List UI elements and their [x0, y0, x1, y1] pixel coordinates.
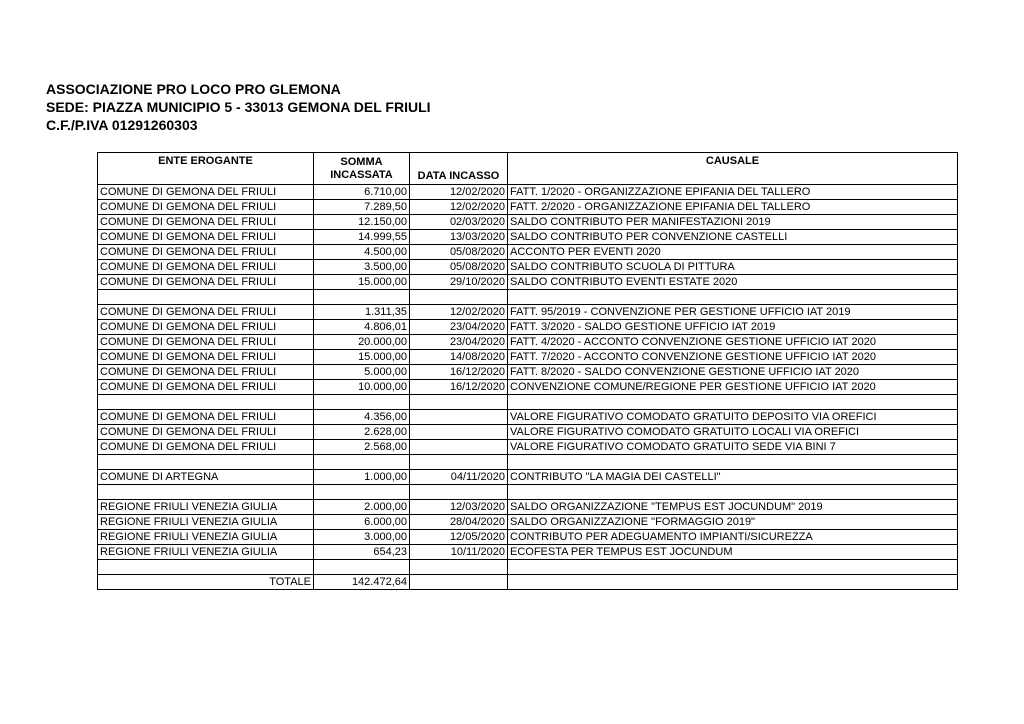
- cell-data: 16/12/2020: [410, 365, 508, 380]
- cell-ente: COMUNE DI GEMONA DEL FRIULI: [98, 275, 314, 290]
- cell-ente: COMUNE DI GEMONA DEL FRIULI: [98, 320, 314, 335]
- cell-somma: 15.000,00: [314, 275, 410, 290]
- table-row: [98, 380, 958, 395]
- cell-somma: [314, 560, 410, 575]
- cell-causale: SALDO ORGANIZZAZIONE "TEMPUS EST JOCUNDUM" 2019: [508, 500, 958, 515]
- cell-somma: 12.150,00: [314, 215, 410, 230]
- table-row: [98, 320, 958, 335]
- cell-causale: FATT. 4/2020 - ACCONTO CONVENZIONE GESTIONE UFFICIO IAT 2020: [508, 335, 958, 350]
- cell-ente: [98, 395, 314, 410]
- cell-causale: FATT. 95/2019 - CONVENZIONE PER GESTIONE UFFICIO IAT 2019: [508, 305, 958, 320]
- cell-data: 23/04/2020: [410, 320, 508, 335]
- cell-ente: REGIONE FRIULI VENEZIA GIULIA: [98, 515, 314, 530]
- cell-somma: 6.710,00: [314, 185, 410, 200]
- table-row: [98, 185, 958, 200]
- cell-ente: COMUNE DI GEMONA DEL FRIULI: [98, 305, 314, 320]
- cell-ente: COMUNE DI ARTEGNA: [98, 470, 314, 485]
- table-row: [98, 515, 958, 530]
- cell-ente: REGIONE FRIULI VENEZIA GIULIA: [98, 500, 314, 515]
- table-row: [98, 560, 958, 575]
- cell-data: 05/08/2020: [410, 245, 508, 260]
- total-row: [98, 575, 958, 590]
- cell-causale: VALORE FIGURATIVO COMODATO GRATUITO LOCALI VIA OREFICI: [508, 425, 958, 440]
- table-header-row: [98, 153, 958, 185]
- cell-ente: [98, 455, 314, 470]
- cell-somma: 7.289,50: [314, 200, 410, 215]
- cell-ente: COMUNE DI GEMONA DEL FRIULI: [98, 380, 314, 395]
- cell-causale: SALDO CONTRIBUTO PER MANIFESTAZIONI 2019: [508, 215, 958, 230]
- association-tax-id: C.F./P.IVA 01291260303: [46, 117, 198, 133]
- document-header: [46, 80, 431, 134]
- cell-ente: COMUNE DI GEMONA DEL FRIULI: [98, 260, 314, 275]
- table-row: [98, 545, 958, 560]
- table-row: [98, 500, 958, 515]
- column-header-ente: ENTE EROGANTE: [98, 153, 314, 185]
- cell-data: [410, 395, 508, 410]
- cell-ente: COMUNE DI GEMONA DEL FRIULI: [98, 440, 314, 455]
- table-row: [98, 365, 958, 380]
- table-row: [98, 470, 958, 485]
- cell-data: 29/10/2020: [410, 275, 508, 290]
- cell-somma: 10.000,00: [314, 380, 410, 395]
- total-empty-date: [410, 575, 508, 590]
- cell-somma: 1.311,35: [314, 305, 410, 320]
- cell-data: 12/02/2020: [410, 185, 508, 200]
- cell-ente: COMUNE DI GEMONA DEL FRIULI: [98, 425, 314, 440]
- cell-somma: [314, 485, 410, 500]
- cell-causale: [508, 455, 958, 470]
- cell-data: 12/02/2020: [410, 200, 508, 215]
- cell-causale: [508, 290, 958, 305]
- cell-causale: SALDO CONTRIBUTO SCUOLA DI PITTURA: [508, 260, 958, 275]
- table-row: [98, 350, 958, 365]
- cell-somma: 3.000,00: [314, 530, 410, 545]
- cell-somma: 2.568,00: [314, 440, 410, 455]
- table-row: [98, 440, 958, 455]
- cell-causale: [508, 395, 958, 410]
- cell-causale: CONVENZIONE COMUNE/REGIONE PER GESTIONE UFFICIO IAT 2020: [508, 380, 958, 395]
- cell-ente: [98, 485, 314, 500]
- table-row: [98, 395, 958, 410]
- cell-ente: COMUNE DI GEMONA DEL FRIULI: [98, 215, 314, 230]
- income-table: [97, 152, 958, 590]
- cell-causale: VALORE FIGURATIVO COMODATO GRATUITO SEDE VIA BINI 7: [508, 440, 958, 455]
- table-row: [98, 305, 958, 320]
- cell-causale: SALDO CONTRIBUTO PER CONVENZIONE CASTELLI: [508, 230, 958, 245]
- cell-data: 12/03/2020: [410, 500, 508, 515]
- table-row: [98, 530, 958, 545]
- cell-causale: ACCONTO PER EVENTI 2020: [508, 245, 958, 260]
- cell-causale: VALORE FIGURATIVO COMODATO GRATUITO DEPOSITO VIA OREFICI: [508, 410, 958, 425]
- cell-data: [410, 455, 508, 470]
- cell-data: [410, 485, 508, 500]
- cell-ente: COMUNE DI GEMONA DEL FRIULI: [98, 350, 314, 365]
- table-body: [98, 185, 958, 575]
- cell-causale: FATT. 7/2020 - ACCONTO CONVENZIONE GESTIONE UFFICIO IAT 2020: [508, 350, 958, 365]
- cell-data: 13/03/2020: [410, 230, 508, 245]
- cell-ente: COMUNE DI GEMONA DEL FRIULI: [98, 200, 314, 215]
- cell-data: [410, 290, 508, 305]
- cell-ente: [98, 290, 314, 305]
- cell-causale: SALDO ORGANIZZAZIONE "FORMAGGIO 2019": [508, 515, 958, 530]
- cell-somma: [314, 395, 410, 410]
- cell-ente: COMUNE DI GEMONA DEL FRIULI: [98, 365, 314, 380]
- table-row: [98, 290, 958, 305]
- cell-somma: 4.806,01: [314, 320, 410, 335]
- cell-somma: 15.000,00: [314, 350, 410, 365]
- total-value: 142.472,64: [314, 575, 410, 590]
- table-row: [98, 200, 958, 215]
- cell-somma: 4.356,00: [314, 410, 410, 425]
- cell-ente: COMUNE DI GEMONA DEL FRIULI: [98, 245, 314, 260]
- cell-somma: 2.000,00: [314, 500, 410, 515]
- cell-somma: 2.628,00: [314, 425, 410, 440]
- cell-somma: 20.000,00: [314, 335, 410, 350]
- cell-data: [410, 410, 508, 425]
- cell-data: 10/11/2020: [410, 545, 508, 560]
- table-row: [98, 230, 958, 245]
- cell-causale: FATT. 3/2020 - SALDO GESTIONE UFFICIO IAT 2019: [508, 320, 958, 335]
- cell-causale: [508, 560, 958, 575]
- association-name: ASSOCIAZIONE PRO LOCO PRO GLEMONA: [46, 81, 341, 97]
- cell-somma: 3.500,00: [314, 260, 410, 275]
- column-header-data: DATA INCASSO: [410, 153, 508, 185]
- cell-data: 04/11/2020: [410, 470, 508, 485]
- cell-data: 02/03/2020: [410, 215, 508, 230]
- cell-data: 23/04/2020: [410, 335, 508, 350]
- cell-somma: [314, 455, 410, 470]
- cell-ente: REGIONE FRIULI VENEZIA GIULIA: [98, 530, 314, 545]
- association-address: SEDE: PIAZZA MUNICIPIO 5 - 33013 GEMONA DEL FRIULI: [46, 99, 431, 115]
- cell-ente: COMUNE DI GEMONA DEL FRIULI: [98, 230, 314, 245]
- cell-causale: ECOFESTA PER TEMPUS EST JOCUNDUM: [508, 545, 958, 560]
- table-row: [98, 245, 958, 260]
- cell-somma: 5.000,00: [314, 365, 410, 380]
- cell-data: [410, 560, 508, 575]
- table-row: [98, 335, 958, 350]
- cell-ente: COMUNE DI GEMONA DEL FRIULI: [98, 335, 314, 350]
- table-row: [98, 410, 958, 425]
- column-header-causale: CAUSALE: [508, 153, 958, 185]
- total-empty-causale: [508, 575, 958, 590]
- cell-ente: REGIONE FRIULI VENEZIA GIULIA: [98, 545, 314, 560]
- cell-ente: COMUNE DI GEMONA DEL FRIULI: [98, 185, 314, 200]
- column-header-somma: SOMMA INCASSATA: [314, 153, 410, 185]
- cell-ente: [98, 560, 314, 575]
- cell-somma: 1.000,00: [314, 470, 410, 485]
- cell-causale: FATT. 2/2020 - ORGANIZZAZIONE EPIFANIA DEL TALLERO: [508, 200, 958, 215]
- table-row: [98, 455, 958, 470]
- cell-data: 16/12/2020: [410, 380, 508, 395]
- cell-somma: 654,23: [314, 545, 410, 560]
- table-row: [98, 215, 958, 230]
- cell-data: 28/04/2020: [410, 515, 508, 530]
- cell-somma: 6.000,00: [314, 515, 410, 530]
- total-label: TOTALE: [98, 575, 314, 590]
- cell-data: 12/02/2020: [410, 305, 508, 320]
- cell-data: 12/05/2020: [410, 530, 508, 545]
- cell-data: 14/08/2020: [410, 350, 508, 365]
- cell-causale: FATT. 1/2020 - ORGANIZZAZIONE EPIFANIA DEL TALLERO: [508, 185, 958, 200]
- cell-somma: 14.999,55: [314, 230, 410, 245]
- cell-ente: COMUNE DI GEMONA DEL FRIULI: [98, 410, 314, 425]
- cell-causale: [508, 485, 958, 500]
- cell-somma: [314, 290, 410, 305]
- cell-data: [410, 440, 508, 455]
- cell-causale: CONTRIBUTO PER ADEGUAMENTO IMPIANTI/SICUREZZA: [508, 530, 958, 545]
- cell-data: [410, 425, 508, 440]
- cell-somma: 4.500,00: [314, 245, 410, 260]
- cell-data: 05/08/2020: [410, 260, 508, 275]
- cell-causale: CONTRIBUTO "LA MAGIA DEI CASTELLI": [508, 470, 958, 485]
- table-row: [98, 425, 958, 440]
- cell-causale: SALDO CONTRIBUTO EVENTI ESTATE 2020: [508, 275, 958, 290]
- table-row: [98, 485, 958, 500]
- cell-causale: FATT. 8/2020 - SALDO CONVENZIONE GESTIONE UFFICIO IAT 2020: [508, 365, 958, 380]
- table-row: [98, 275, 958, 290]
- table-row: [98, 260, 958, 275]
